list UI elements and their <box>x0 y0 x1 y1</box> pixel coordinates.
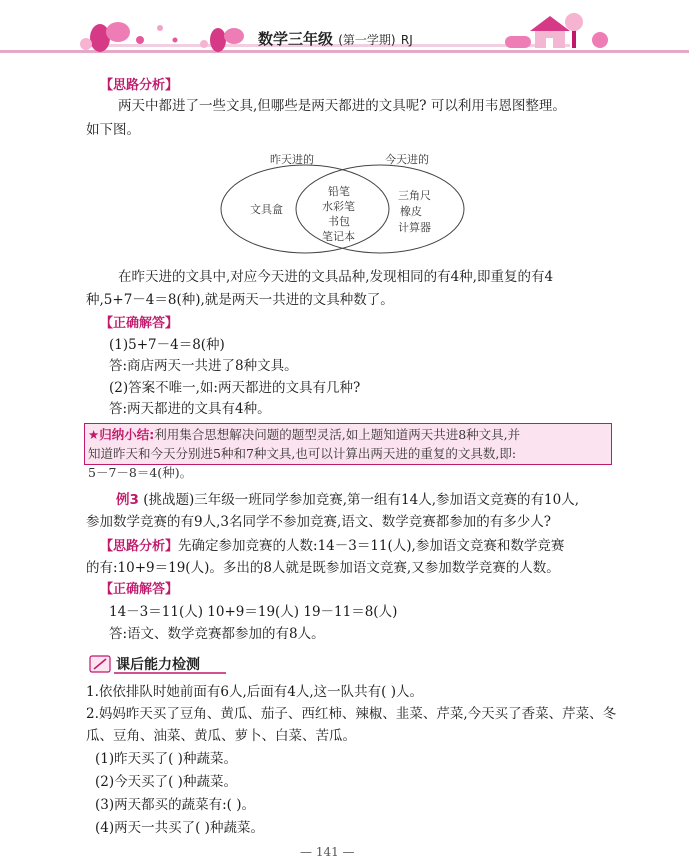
answer-tag-2: 【正确解答】 <box>100 582 179 597</box>
page-title <box>258 28 413 49</box>
answer-tag-1: 【正确解答】 <box>100 316 179 331</box>
analysis-line-3 <box>100 537 564 556</box>
summary-text-1: 利用集合思想解决问题的题型灵活,如上题知道两天共进8种文具,并 <box>154 427 521 442</box>
example-text-1: 三年级一班同学参加竞赛,第一组有14人,参加语文竞赛的有10人, <box>194 492 579 508</box>
analysis-tag-1: 【思路分析】 <box>100 78 179 93</box>
venn-right-item: 计算器 <box>398 221 431 234</box>
sub-question-3: (3)两天都买的蔬菜有:( )。 <box>95 797 255 813</box>
analysis-tag-2: 【思路分析】 <box>100 539 179 554</box>
venn-diagram <box>210 143 475 256</box>
example-label: 例3 <box>116 492 139 508</box>
venn-right-title: 今天进的 <box>385 153 429 166</box>
title-subtitle: (第一学期) <box>338 33 396 47</box>
sub-question-4: (4)两天一共买了( )种蔬菜。 <box>95 820 264 836</box>
venn-middle-item: 笔记本 <box>322 230 355 243</box>
analysis-text-3: 先确定参加竞赛的人数:14－3＝11(人),参加语文竞赛和数学竞赛 <box>178 538 565 554</box>
question-2-line-2: 瓜、豆角、油菜、黄瓜、萝卜、白菜、苦瓜。 <box>86 728 356 744</box>
sub-question-1: (1)昨天买了( )种蔬菜。 <box>95 751 237 767</box>
answer-calc-line: 14－3＝11(人) 10+9＝19(人) 19－11＝8(人) <box>109 604 398 620</box>
summary-line-1 <box>88 425 520 444</box>
example-type: (挑战题) <box>143 492 195 508</box>
venn-left-title: 昨天进的 <box>270 153 314 166</box>
title-main: 数学三年级 <box>258 30 334 48</box>
analysis-line-4: 的有:10+9＝19(人)。多出的8人就是既参加语文竞赛,又参加数学竞赛的人数。 <box>86 560 560 576</box>
venn-left-item: 文具盒 <box>250 203 283 216</box>
explanation-line-1: 在昨天进的文具中,对应今天进的文具品种,发现相同的有4种,即重复的有4 <box>118 269 554 285</box>
title-edition: RJ <box>400 33 413 47</box>
analysis-line-1: 两天中都进了一些文具,但哪些是两天都进的文具呢? 可以利用韦恩图整理。 <box>118 98 566 114</box>
flower-icon <box>200 28 244 52</box>
summary-label: ★归纳小结: <box>88 427 155 442</box>
practice-header <box>88 652 228 676</box>
summary-line-2: 知道昨天和今天分别进5种和7种文具,也可以计算出两天进的重复的文具数,即: <box>88 446 517 461</box>
answer-line-4: 答:两天都进的文具有4种。 <box>109 401 271 417</box>
answer-line-2: 答:商店两天一共进了8种文具。 <box>109 358 298 374</box>
flower-icon <box>80 22 178 52</box>
summary-line-3: 5－7－8＝4(种)。 <box>88 465 193 480</box>
example-line-2: 参加数学竞赛的有9人,3名同学不参加竞赛,语文、数学竞赛都参加的有多少人? <box>86 514 551 530</box>
sub-question-2: (2)今天买了( )种蔬菜。 <box>95 774 237 790</box>
venn-middle-item: 铅笔 <box>328 185 350 198</box>
answer-line-3: (2)答案不唯一,如:两天都进的文具有几种? <box>109 380 361 396</box>
question-2-line-1: 2.妈妈昨天买了豆角、黄瓜、茄子、西红柿、辣椒、韭菜、芹菜,今天买了香菜、芹菜、冬 <box>86 706 617 722</box>
page-number: — 141 — <box>300 845 355 859</box>
answer-line-1: (1)5+7－4＝8(种) <box>109 337 225 353</box>
question-1: 1.依依排队时她前面有6人,后面有4人,这一队共有( )人。 <box>86 684 423 700</box>
example-line-1 <box>116 491 579 510</box>
venn-right-item: 三角尺 <box>398 189 431 202</box>
analysis-line-2: 如下图。 <box>86 122 140 138</box>
house-icon <box>505 13 608 48</box>
venn-right-item: 橡皮 <box>400 205 422 218</box>
venn-middle-item: 书包 <box>328 215 350 228</box>
answer-conclusion: 答:语文、数学竞赛都参加的有8人。 <box>109 626 325 642</box>
practice-title: 课后能力检测 <box>116 657 200 673</box>
explanation-line-2: 种,5+7－4＝8(种),就是两天一共进的文具种数了。 <box>86 292 394 308</box>
venn-middle-item: 水彩笔 <box>322 200 355 213</box>
